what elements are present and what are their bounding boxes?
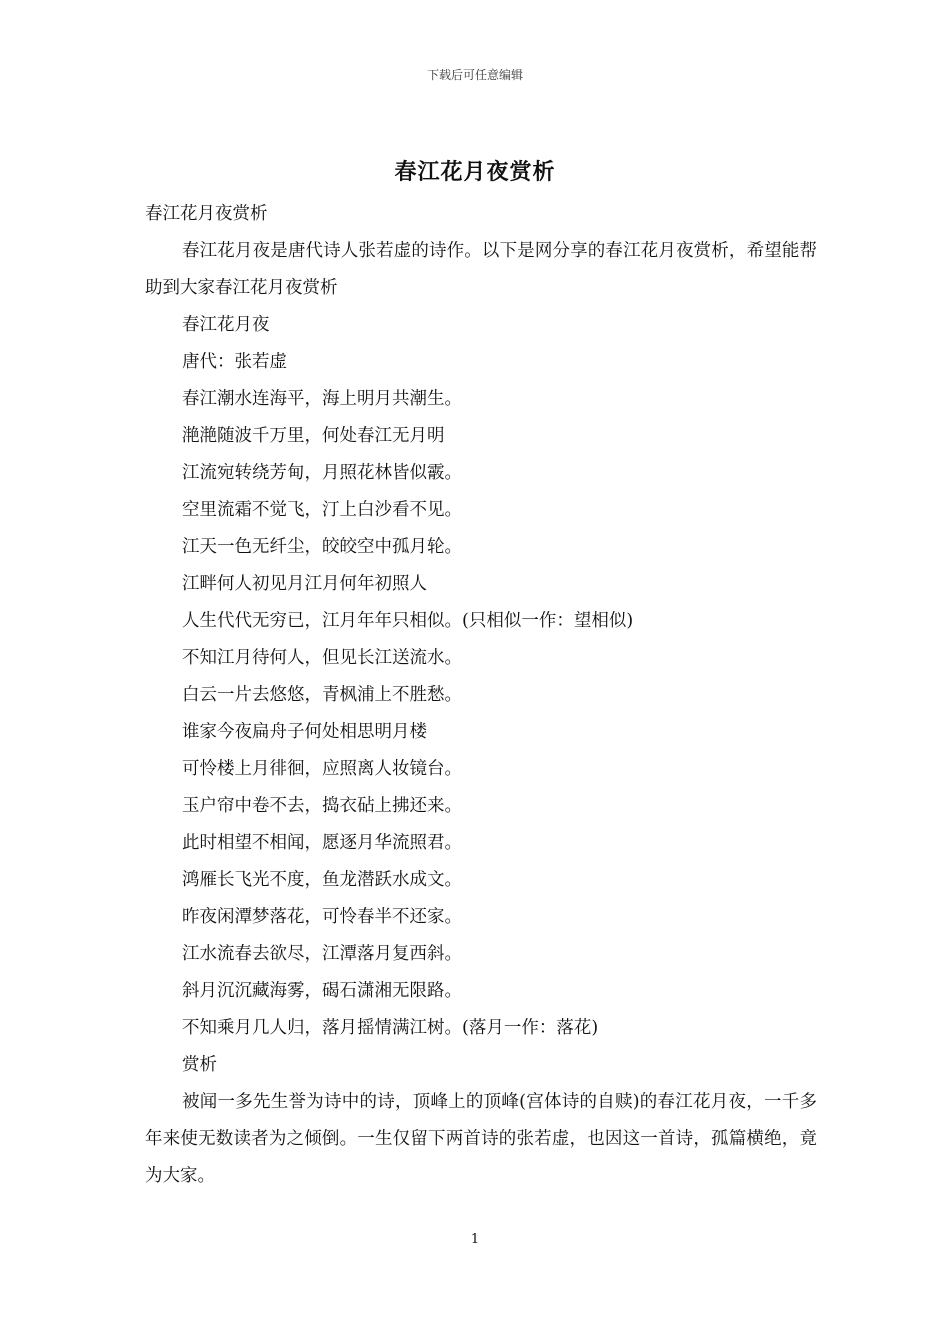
poem-line: 空里流霜不觉飞，汀上白沙看不见。 bbox=[182, 500, 462, 520]
poem-line: 玉户帘中卷不去，捣衣砧上拂还来。 bbox=[182, 796, 462, 816]
poem-line: 昨夜闲潭梦落花，可怜春半不还家。 bbox=[182, 907, 462, 927]
poem-author: 唐代：张若虚 bbox=[182, 352, 287, 372]
poem-line: 江流宛转绕芳甸，月照花林皆似霰。 bbox=[182, 463, 462, 483]
poem-line: 谁家今夜扁舟子何处相思明月楼 bbox=[182, 722, 427, 742]
poem-line: 春江潮水连海平，海上明月共潮生。 bbox=[182, 389, 462, 409]
poem-line: 江水流春去欲尽，江潭落月复西斜。 bbox=[182, 944, 462, 964]
poem-line: 江天一色无纤尘，皎皎空中孤月轮。 bbox=[182, 537, 462, 557]
poem-line: 可怜楼上月徘徊，应照离人妆镜台。 bbox=[182, 759, 462, 779]
poem-line: 斜月沉沉藏海雾，碣石潇湘无限路。 bbox=[182, 981, 462, 1001]
poem-line: 鸿雁长飞光不度，鱼龙潜跃水成文。 bbox=[182, 870, 462, 890]
analysis-heading: 赏析 bbox=[182, 1055, 217, 1075]
poem-line: 滟滟随波千万里，何处春江无月明 bbox=[182, 426, 445, 446]
document-subtitle: 春江花月夜赏析 bbox=[145, 204, 268, 224]
intro-paragraph: 春江花月夜是唐代诗人张若虚的诗作。以下是网分享的春江花月夜赏析，希望能帮助到大家春江花月夜赏析 bbox=[145, 241, 817, 298]
poem-line: 人生代代无穷已，江月年年只相似。(只相似一作：望相似) bbox=[182, 611, 634, 631]
poem-line: 不知乘月几人归，落月摇情满江树。(落月一作：落花) bbox=[182, 1018, 599, 1038]
document-body bbox=[145, 196, 817, 1195]
page-header-note: 下载后可任意编辑 bbox=[426, 68, 523, 82]
poem-line: 不知江月待何人，但见长江送流水。 bbox=[182, 648, 462, 668]
poem-title: 春江花月夜 bbox=[182, 315, 270, 335]
poem-line: 江畔何人初见月江月何年初照人 bbox=[182, 574, 427, 594]
poem-line: 白云一片去悠悠，青枫浦上不胜愁。 bbox=[182, 685, 462, 705]
document-title: 春江花月夜赏析 bbox=[394, 159, 556, 185]
poem-line: 此时相望不相闻，愿逐月华流照君。 bbox=[182, 833, 462, 853]
poem-lines bbox=[145, 381, 817, 1047]
page-number: 1 bbox=[470, 1232, 480, 1247]
analysis-paragraph: 被闻一多先生誉为诗中的诗，顶峰上的顶峰(宫体诗的自赎)的春江花月夜，一千多年来使无数读者为之倾倒。一生仅留下两首诗的张若虚，也因这一首诗，孤篇横绝，竟为大家。 bbox=[145, 1092, 817, 1186]
